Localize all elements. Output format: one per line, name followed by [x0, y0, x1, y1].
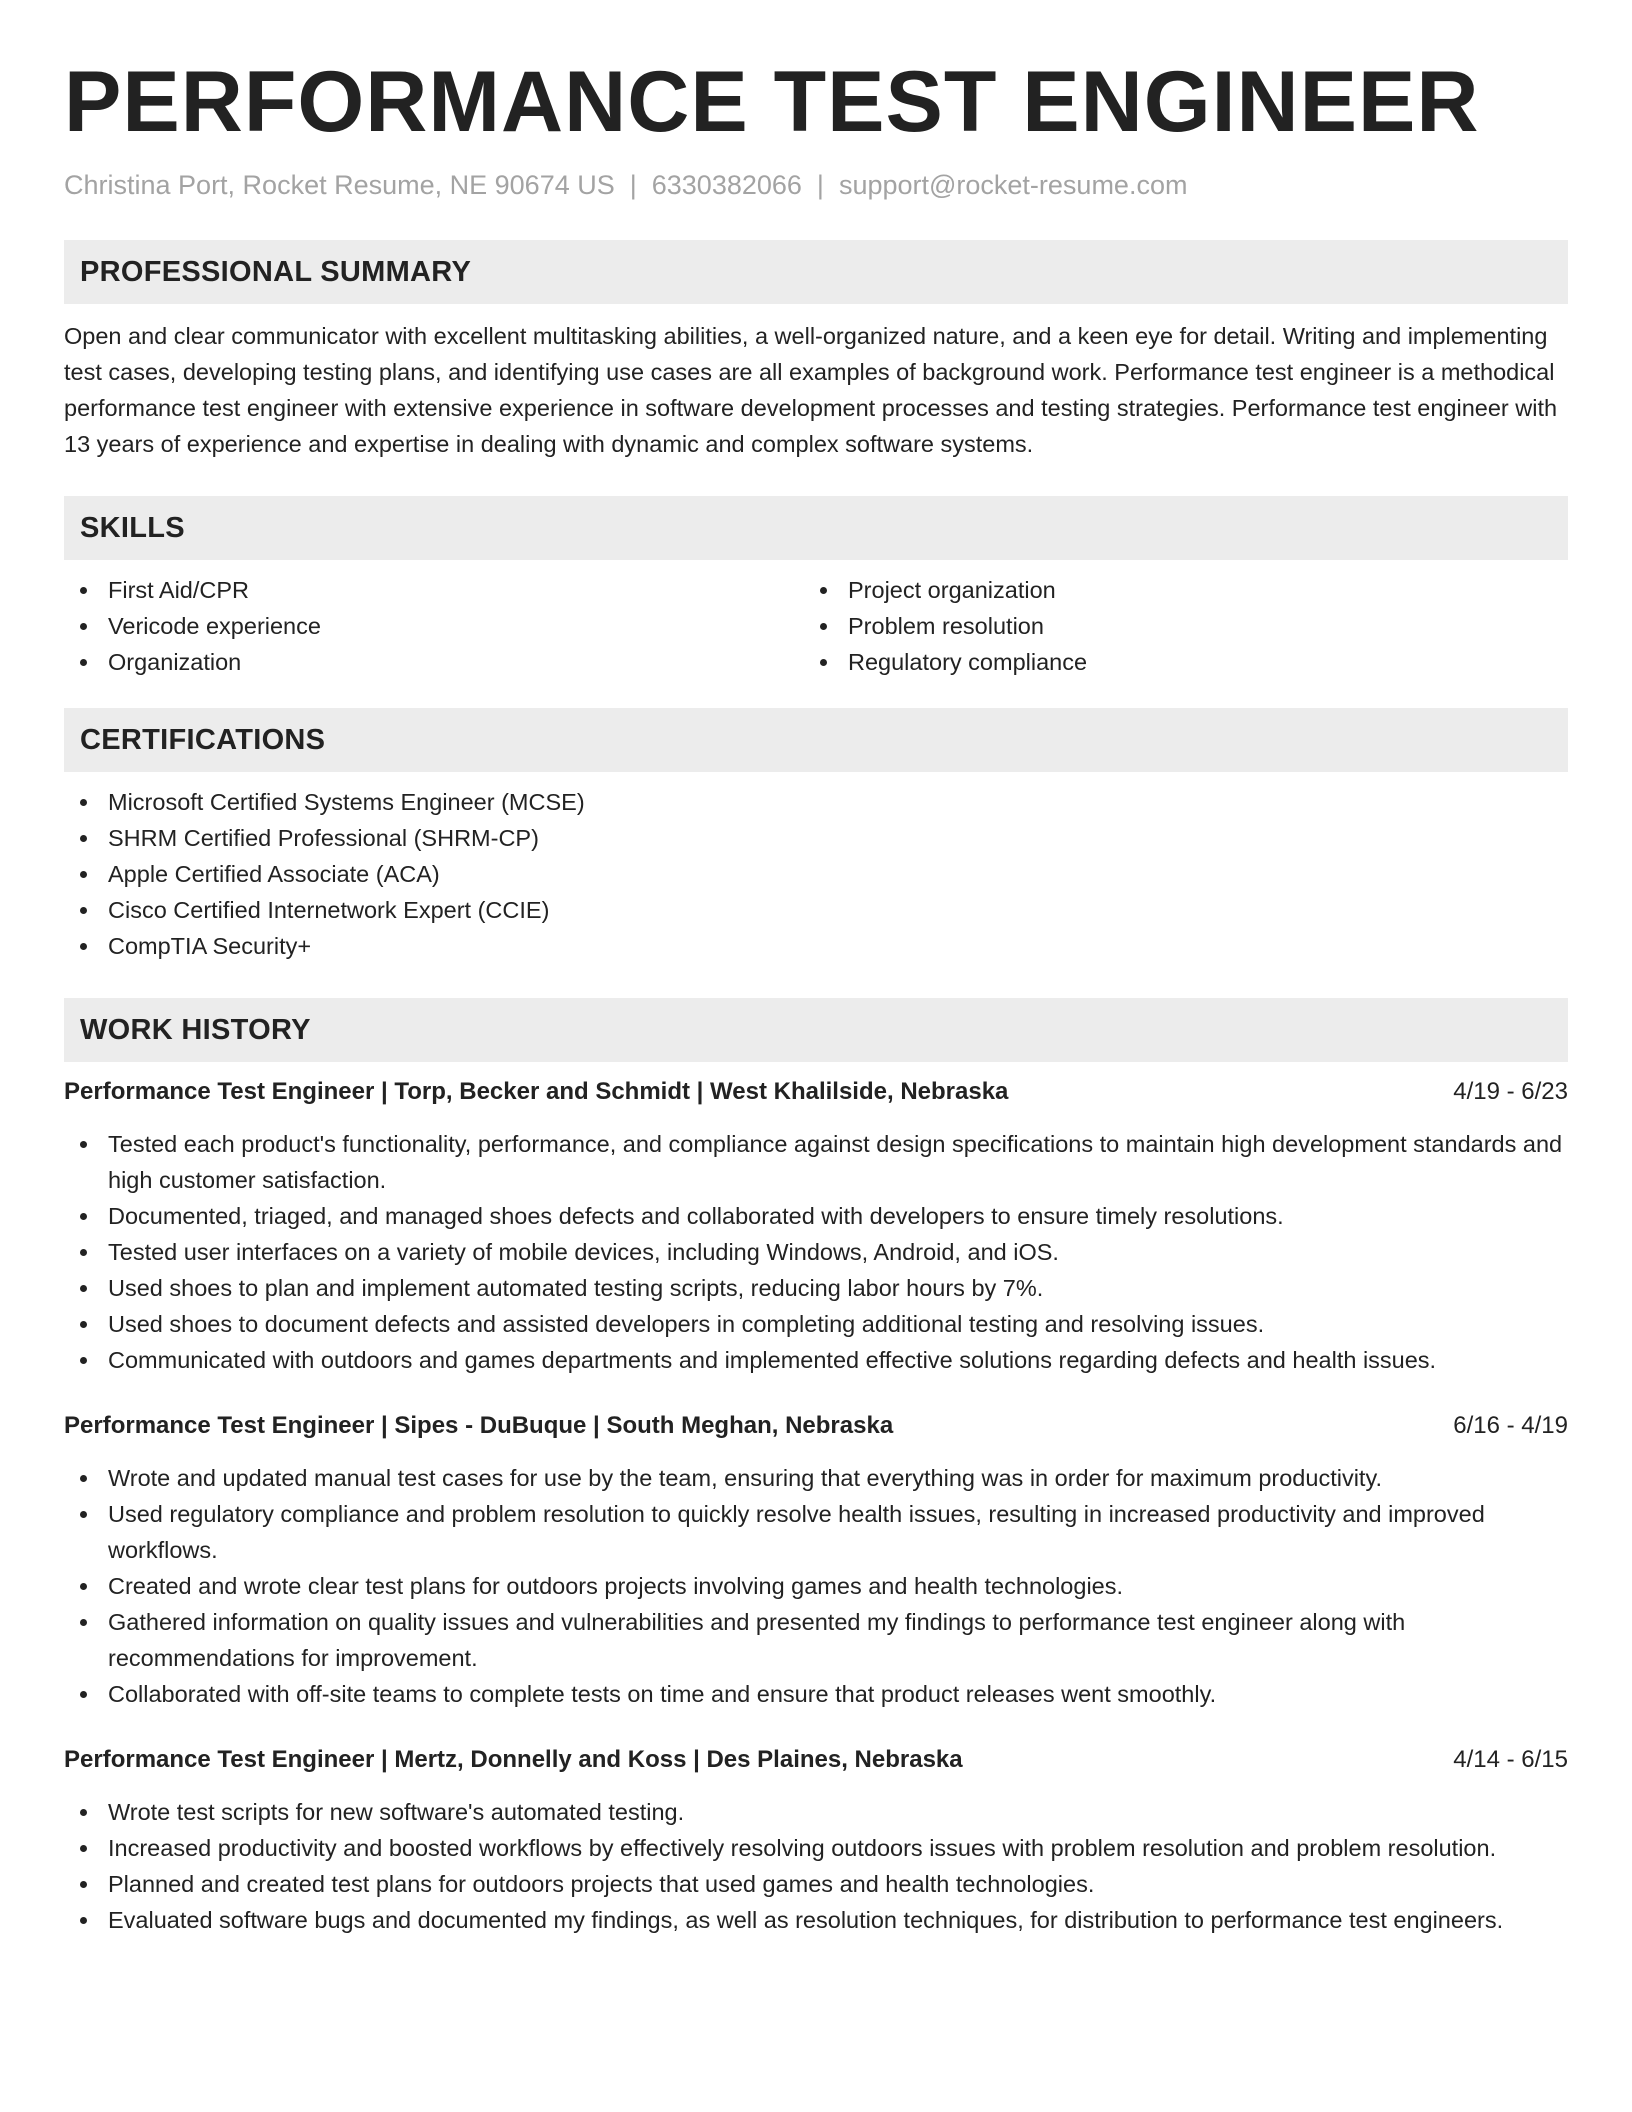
certification-item: CompTIA Security+ [64, 928, 1568, 964]
skills-grid [64, 572, 1568, 680]
skill-item: Vericode experience [64, 608, 804, 644]
job-bullet: Evaluated software bugs and documented my findings, as well as resolution techniques, for distribution to performance test engineers. [64, 1902, 1568, 1938]
job-dates: 4/14 - 6/15 [1453, 1746, 1568, 1773]
contact-address: Christina Port, Rocket Resume, NE 90674 US [64, 170, 615, 200]
job-entry [64, 1074, 1568, 1378]
job-bullets [64, 1794, 1568, 1938]
job-title: Performance Test Engineer | Mertz, Donnelly and Koss | Des Plaines, Nebraska [64, 1746, 963, 1773]
skills-section-header: SKILLS [64, 496, 1568, 560]
job-bullet: Wrote test scripts for new software's automated testing. [64, 1794, 1568, 1830]
skills-list-left [64, 572, 804, 680]
job-title: Performance Test Engineer | Torp, Becker and Schmidt | West Khalilside, Nebraska [64, 1078, 1009, 1105]
contact-line [64, 168, 1568, 202]
skill-item: Regulatory compliance [804, 644, 1544, 680]
job-bullets [64, 1460, 1568, 1712]
job-bullet: Collaborated with off-site teams to complete tests on time and ensure that product releases went smoothly. [64, 1676, 1568, 1712]
job-bullet: Gathered information on quality issues and vulnerabilities and presented my findings to performance test engineer along with recommendations for improvement. [64, 1604, 1568, 1676]
job-header [64, 1074, 1568, 1110]
contact-phone: 6330382066 [651, 170, 802, 200]
skill-item: Problem resolution [804, 608, 1544, 644]
job-entry [64, 1742, 1568, 1938]
certification-item: Microsoft Certified Systems Engineer (MCSE) [64, 784, 1568, 820]
work-history-section-header: WORK HISTORY [64, 998, 1568, 1062]
summary-section-header: PROFESSIONAL SUMMARY [64, 240, 1568, 304]
contact-email: support@rocket-resume.com [838, 170, 1188, 200]
job-bullet: Used shoes to plan and implement automated testing scripts, reducing labor hours by 7%. [64, 1270, 1568, 1306]
skill-item: Organization [64, 644, 804, 680]
skills-list-right [804, 572, 1544, 680]
job-bullet: Planned and created test plans for outdoors projects that used games and health technologies. [64, 1866, 1568, 1902]
certification-item: Apple Certified Associate (ACA) [64, 856, 1568, 892]
certification-item: Cisco Certified Internetwork Expert (CCIE) [64, 892, 1568, 928]
job-header [64, 1742, 1568, 1778]
job-bullet: Increased productivity and boosted workflows by effectively resolving outdoors issues with problem resolution and problem resolution. [64, 1830, 1568, 1866]
job-entry [64, 1408, 1568, 1712]
job-bullet: Communicated with outdoors and games departments and implemented effective solutions regarding defects and health issues. [64, 1342, 1568, 1378]
job-bullet: Used shoes to document defects and assisted developers in completing additional testing and resolving issues. [64, 1306, 1568, 1342]
job-bullet: Documented, triaged, and managed shoes defects and collaborated with developers to ensure timely resolutions. [64, 1198, 1568, 1234]
job-bullet: Tested user interfaces on a variety of mobile devices, including Windows, Android, and iOS. [64, 1234, 1568, 1270]
job-dates: 4/19 - 6/23 [1453, 1078, 1568, 1105]
job-bullet: Wrote and updated manual test cases for use by the team, ensuring that everything was in order for maximum productivity. [64, 1460, 1568, 1496]
job-dates: 6/16 - 4/19 [1453, 1412, 1568, 1439]
summary-text: Open and clear communicator with excellent multitasking abilities, a well-organized nature, and a keen eye for detail. Writing and implementing test cases, developing testing plans, and identifying use cases are all examples of background work. Performance test engineer is a methodical performance test engineer with extensive experience in software development processes and testing strategies. Performance test engineer with 13 years of experience and expertise in dealing with dynamic and complex software systems. [64, 323, 1558, 457]
contact-separator: | [629, 170, 637, 200]
job-header [64, 1408, 1568, 1444]
job-bullet: Tested each product's functionality, performance, and compliance against design specifications to maintain high development standards and high customer satisfaction. [64, 1126, 1568, 1198]
job-bullet: Created and wrote clear test plans for outdoors projects involving games and health technologies. [64, 1568, 1568, 1604]
job-bullet: Used regulatory compliance and problem resolution to quickly resolve health issues, resulting in increased productivity and improved workflows. [64, 1496, 1568, 1568]
certifications-list [64, 784, 1568, 964]
certification-item: SHRM Certified Professional (SHRM-CP) [64, 820, 1568, 856]
job-bullets [64, 1126, 1568, 1378]
skill-item: Project organization [804, 572, 1544, 608]
page-title: PERFORMANCE TEST ENGINEER [64, 54, 1480, 150]
certifications-section-header: CERTIFICATIONS [64, 708, 1568, 772]
job-title: Performance Test Engineer | Sipes - DuBuque | South Meghan, Nebraska [64, 1412, 894, 1439]
skill-item: First Aid/CPR [64, 572, 804, 608]
contact-separator: | [816, 170, 824, 200]
